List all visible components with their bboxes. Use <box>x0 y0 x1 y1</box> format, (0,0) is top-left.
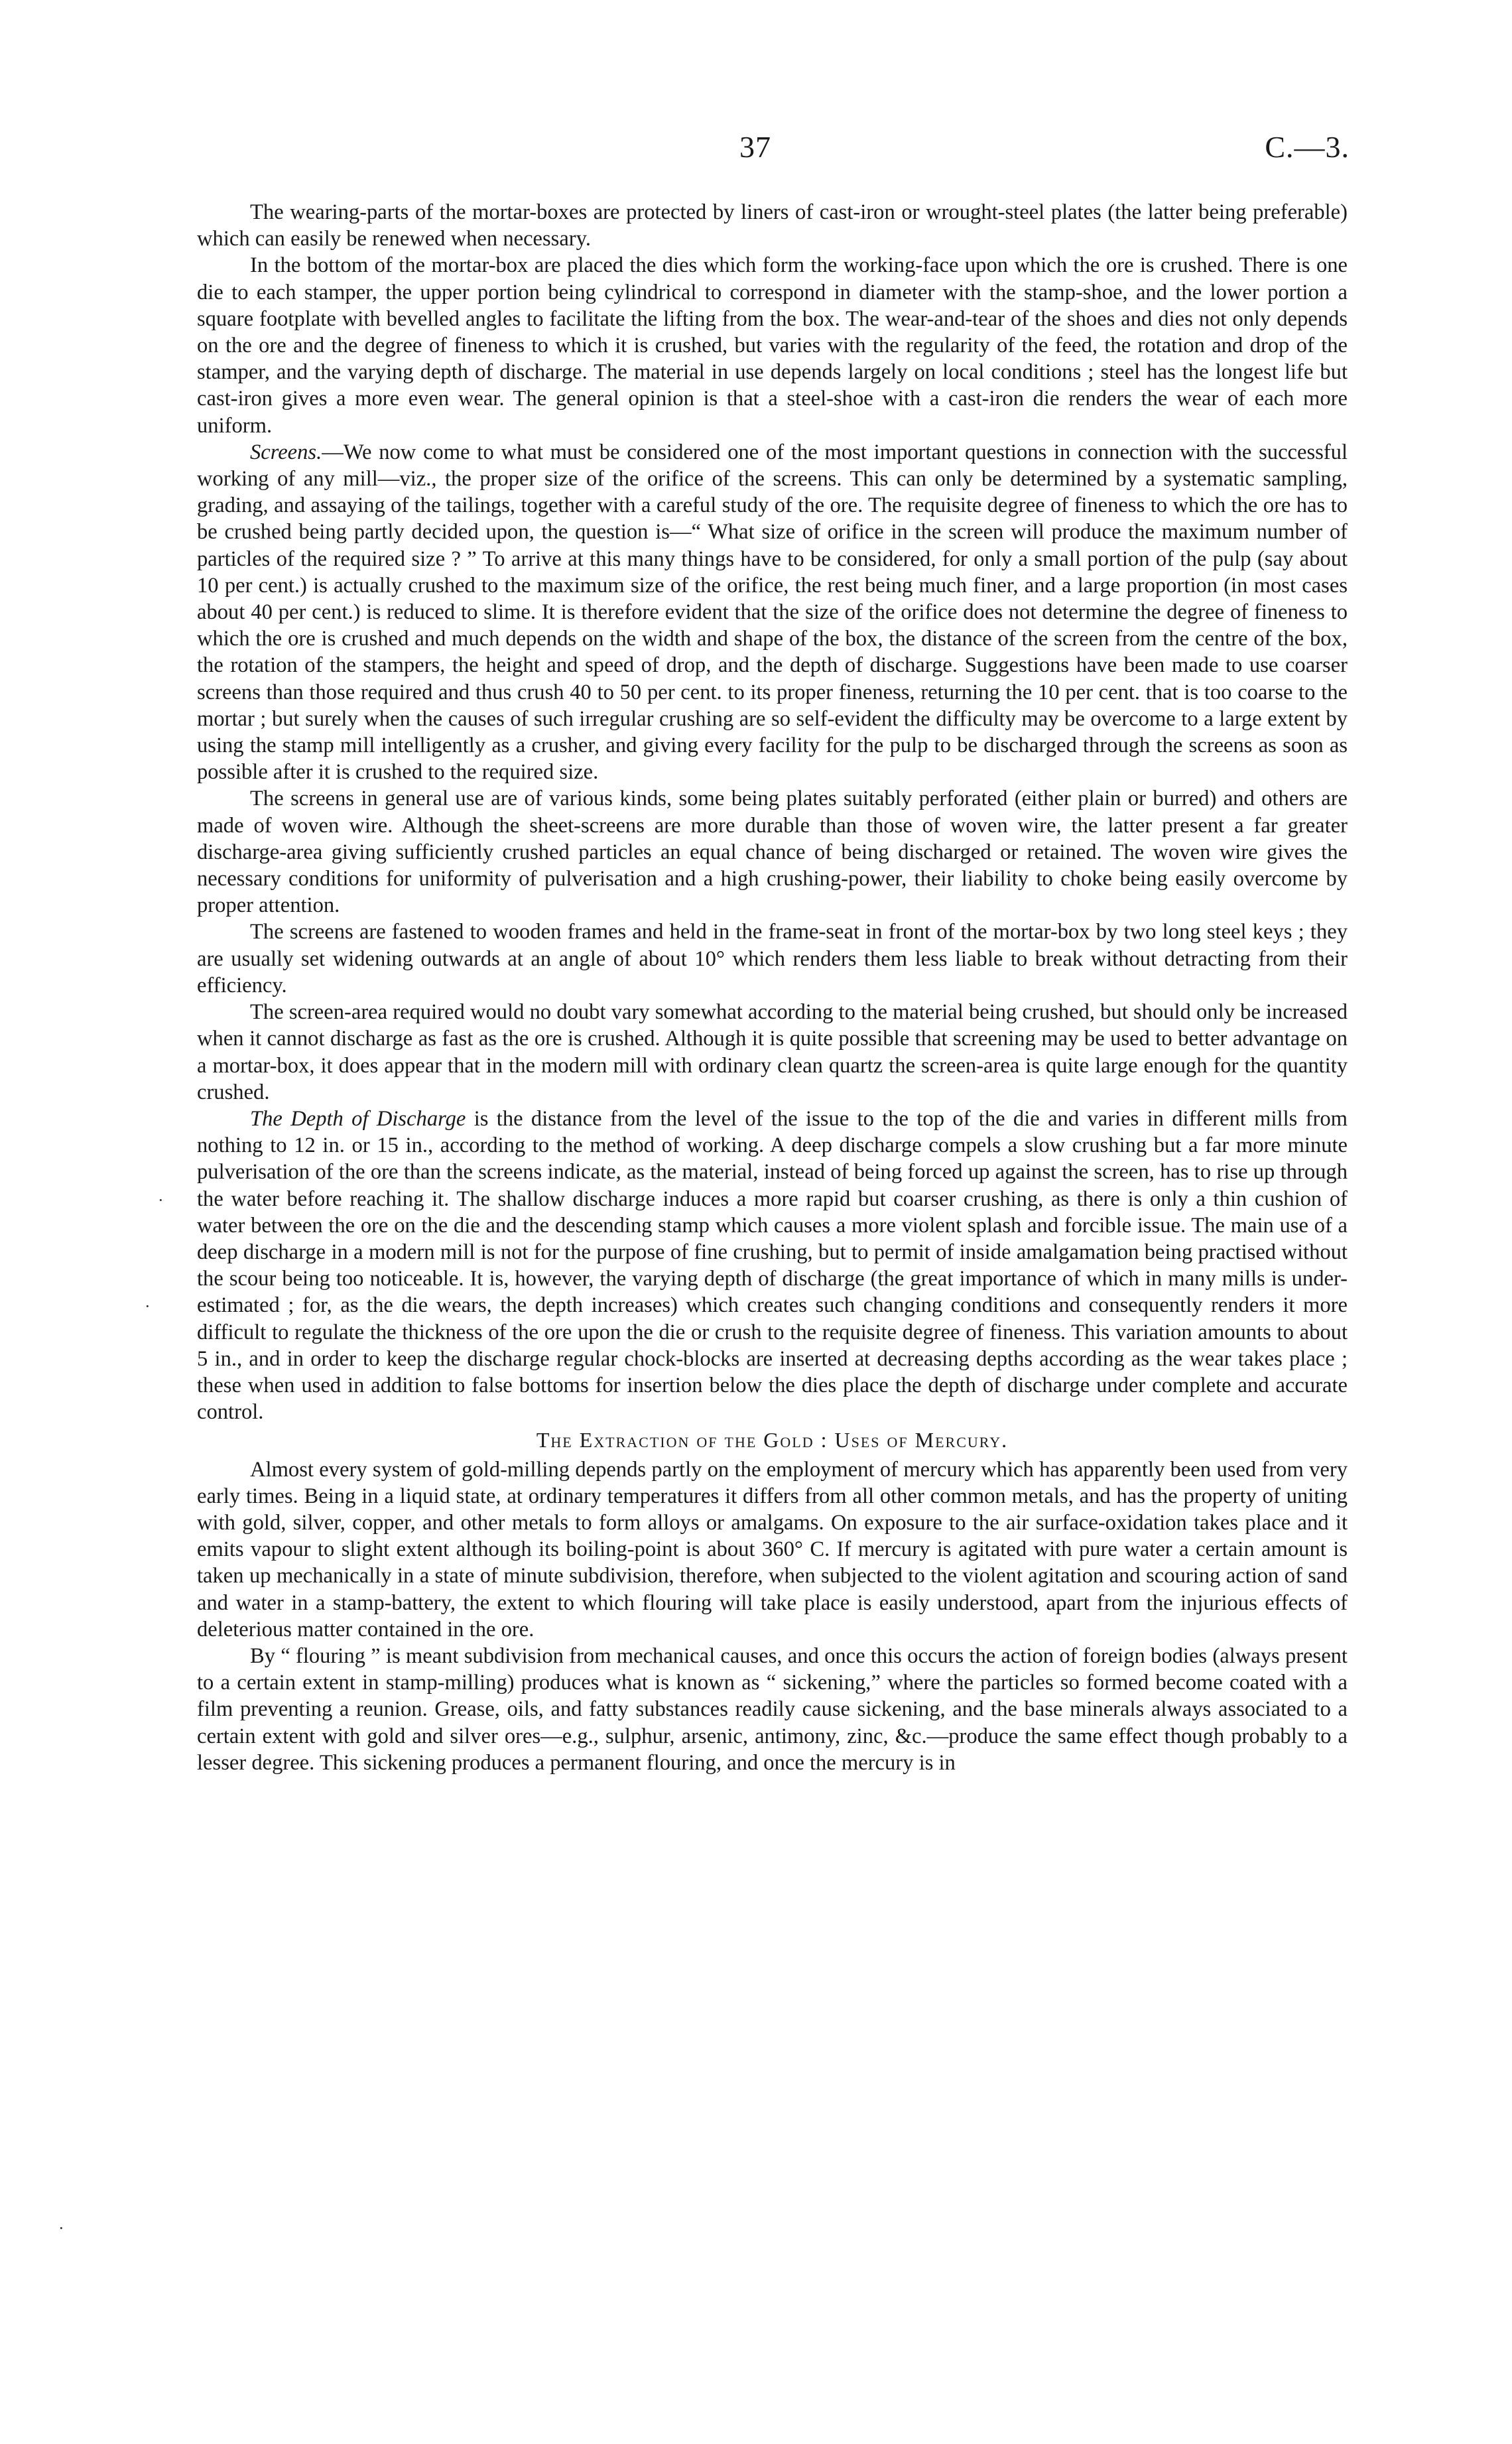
paragraph-depth-discharge <box>197 1106 1348 1425</box>
paragraph-liners: The wearing-parts of the mortar-boxes are protected by liners of cast-iron or wrought-steel plates (the latter being preferable) which can easily be renewed when necessary. <box>197 200 1348 251</box>
paragraph-screen-area: The screen-area required would no doubt vary somewhat according to the material being crushed, but should only be increased when it cannot discharge as fast as the ore is crushed. Although it is quite possible that screening may be used to better advantage on a mortar-box, it does appear that in the modern mill with ordinary clean quartz the screen-area is quite large enough for the quantity crushed. <box>197 1000 1348 1104</box>
margin-mark: · <box>58 2219 64 2238</box>
page-number: 37 <box>739 130 771 164</box>
page-header <box>0 129 1512 176</box>
paragraph-screen-types: The screens in general use are of various kinds, some being plates suitably perforated (either plain or burred) and others are made of woven wire. Although the sheet-screens are more durable than those of woven wire, the latter present a far greater discharge-area giving sufficiently crushed particles an equal chance of being discharged or retained. The woven wire gives the necessary conditions for uniformity of pulverisation and a high crushing-power, their liability to choke being easily overcome by proper attention. <box>197 787 1348 918</box>
depth-discharge-lead: The Depth of Discharge <box>250 1106 466 1131</box>
depth-discharge-text: is the distance from the level of the issue to the top of the die and varies in different mills from nothing to 12 in. or 15 in., according to the method of working. A deep discharge compels a slow crushing but a far more minute pulverisation of the ore than the screens indicate, as the material, instead of being forced up against the screen, has to rise up through the water before reaching it. The shallow discharge induces a more rapid but coarser crushing, as there is only a thin cushion of water between the ore on the die and the descending stamp which causes a more violent splash and forcible issue. The main use of a deep discharge in a modern mill is not for the purpose of fine crushing, but to permit of inside amalgamation being practised without the scour being too noticeable. It is, however, the varying depth of discharge (the great importance of which in many mills is under-estimated ; for, as the die wears, the depth increases) which creates such changing conditions and consequently renders it more difficult to regulate the thickness of the ore upon the die or crush to the requisite degree of fineness. This variation amounts to about 5 in., and in order to keep the discharge regular chock-blocks are inserted at decreasing depths according as the wear takes place ; these when used in addition to false bottoms for insertion below the dies place the depth of discharge under complete and accurate control. <box>197 1106 1348 1425</box>
document-code: C.—3. <box>1265 130 1350 164</box>
paragraph-screens <box>197 439 1348 786</box>
screens-lead: Screens. <box>250 440 322 464</box>
paragraph-dies: In the bottom of the mortar-box are placed the dies which form the working-face upon which the ore is crushed. There is one die to each stamper, the upper portion being cylindrical to correspond in diameter with the stamp-shoe, and the lower portion a square footplate with bevelled angles to facilitate the lifting from the box. The wear-and-tear of the shoes and dies not only depends on the ore and the degree of fineness to which it is crushed, but varies with the regularity of the feed, the rotation and drop of the stamper, and the varying depth of discharge. The material in use depends largely on local conditions ; steel has the longest life but cast-iron gives a more even wear. The general opinion is that a steel-shoe with a cast-iron die renders the wear of each more uniform. <box>197 253 1348 438</box>
section-heading: The Extraction of the Gold : Uses of Mercury. <box>536 1428 1009 1452</box>
paragraph-flouring: By “ flouring ” is meant subdivision from mechanical causes, and once this occurs the action of foreign bodies (always present to a certain extent in stamp-milling) produces what is known as “ sickening,” where the particles so formed become coated with a film preventing a reunion. Grease, oils, and fatty substances readily cause sickening, and the base minerals always associated to a certain extent with gold and silver ores—e.g., sulphur, arsenic, antimony, zinc, &c.—produce the same effect though probably to a lesser degree. This sickening produces a permanent flouring, and once the mercury is in <box>197 1643 1348 1775</box>
body-text <box>197 199 1348 1776</box>
paragraph-screen-frames: The screens are fastened to wooden frames and held in the frame-seat in front of the mortar-box by two long steel keys ; they are usually set widening outwards at an angle of about 10° which renders them less liable to break without detracting from their efficiency. <box>197 920 1348 997</box>
paragraph-mercury: Almost every system of gold-milling depends partly on the employment of mercury which has apparently been used from very early times. Being in a liquid state, at ordinary temperatures it differs from all other common metals, and has the property of uniting with gold, silver, copper, and other metals to form alloys or amalgams. On exposure to the air surface-oxidation takes place and it emits vapour to slight extent although its boiling-point is about 360° C. If mercury is agitated with pure water a certain amount is taken up mechanically in a state of minute subdivision, therefore, when subjected to the violent agitation and scouring action of sand and water in a stamp-battery, the extent to which flouring will take place is easily understood, apart from the injurious effects of deleterious matter contained in the ore. <box>197 1457 1348 1641</box>
margin-mark: · <box>158 1190 164 1210</box>
margin-mark: · <box>145 1297 151 1316</box>
screens-text: —We now come to what must be considered one of the most important questions in connection with the successful working of any mill—viz., the proper size of the orifice of the screens. This can only be determined by a systematic sampling, grading, and assaying of the tailings, together with a careful study of the ore. The requisite degree of fineness to which the ore has to be crushed being partly decided upon, the question is—“ What size of orifice in the screen will produce the maximum number of particles of the required size ? ” To arrive at this many things have to be considered, for only a small portion of the pulp (say about 10 per cent.) is actually crushed to the maximum size of the orifice, the rest being much finer, and a large proportion (in most cases about 40 per cent.) is reduced to slime. It is therefore evident that the size of the orifice does not determine the degree of fineness to which the ore is crushed and much depends on the width and shape of the box, the distance of the screen from the centre of the box, the rotation of the stampers, the height and speed of drop, and the depth of discharge. Suggestions have been made to use coarser screens than those required and thus crush 40 to 50 per cent. to its proper fineness, returning the 10 per cent. that is too coarse to the mortar ; but surely when the causes of such irregular crushing are so self-evident the difficulty may be overcome to a large extent by using the stamp mill intelligently as a crusher, and giving every facility for the pulp to be discharged through the screens as soon as possible after it is crushed to the required size. <box>197 440 1348 785</box>
